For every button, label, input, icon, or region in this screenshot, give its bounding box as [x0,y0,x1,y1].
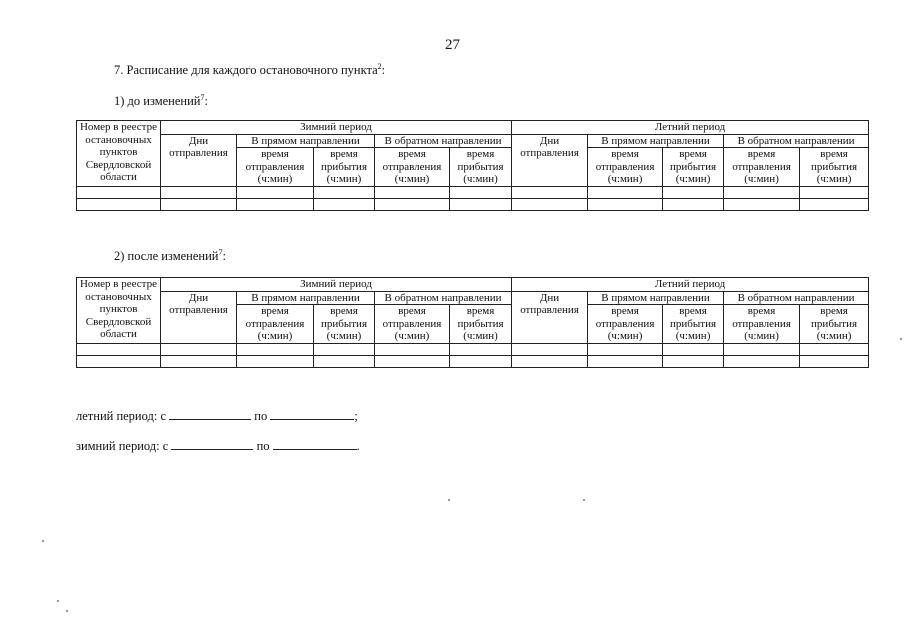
arrival-time-header: время прибытия (ч:мин) [663,148,724,187]
summer-end-blank [270,408,354,420]
table-row [77,355,869,367]
arrival-time-header: время прибытия (ч:мин) [314,305,375,344]
winter-reverse-header: В обратном направлении [375,291,512,305]
winter-period-line: зимний период: с по . [76,439,360,453]
winter-reverse-header: В обратном направлении [375,134,512,148]
schedule-table-before [76,120,869,211]
registry-header: Номер в реестре остановочных пунктов Свердловской области [77,278,161,344]
winter-period-header: Зимний период [161,121,512,135]
scan-speck [448,499,450,501]
footnote-ref: 2 [377,61,382,71]
page-number: 27 [445,37,460,53]
scan-speck [900,338,902,340]
winter-days-header: Дни отправления [161,134,237,186]
registry-header: Номер в реестре остановочных пунктов Свердловской области [77,121,161,187]
summer-start-blank [169,408,251,420]
winter-end-blank [273,438,357,450]
arrival-time-header: время прибытия (ч:мин) [450,148,512,187]
before-changes-label: 1) до изменений$^7$: [114,92,208,108]
departure-time-header: время отправления (ч:мин) [375,305,450,344]
arrival-time-header: время прибытия (ч:мин) [450,305,512,344]
winter-forward-header: В прямом направлении [237,134,375,148]
departure-time-header: время отправления (ч:мин) [237,305,314,344]
schedule-table-after [76,277,869,368]
section-title: 7. Расписание для каждого остановочного пункта$^2$: [114,61,386,77]
scan-speck [66,610,68,612]
table-row [77,198,869,210]
scan-speck [57,600,59,602]
footnote-ref: 7 [218,247,223,257]
departure-time-header: время отправления (ч:мин) [237,148,314,187]
arrival-time-header: время прибытия (ч:мин) [314,148,375,187]
scan-speck [583,499,585,501]
winter-start-blank [171,438,253,450]
table-row [77,186,869,198]
arrival-time-header: время прибытия (ч:мин) [663,305,724,344]
departure-time-header: время отправления (ч:мин) [588,305,663,344]
summer-days-header: Дни отправления [512,291,588,343]
summer-forward-header: В прямом направлении [588,134,724,148]
summer-reverse-header: В обратном направлении [724,134,869,148]
arrival-time-header: время прибытия (ч:мин) [800,148,869,187]
winter-period-header: Зимний период [161,278,512,292]
departure-time-header: время отправления (ч:мин) [724,148,800,187]
summer-period-header: Летний период [512,121,869,135]
winter-days-header: Дни отправления [161,291,237,343]
departure-time-header: время отправления (ч:мин) [588,148,663,187]
departure-time-header: время отправления (ч:мин) [375,148,450,187]
after-changes-label: 2) после изменений$^7$: [114,247,226,263]
footnote-ref: 7 [200,92,205,102]
summer-period-header: Летний период [512,278,869,292]
arrival-time-header: время прибытия (ч:мин) [800,305,869,344]
winter-forward-header: В прямом направлении [237,291,375,305]
scan-speck [42,540,44,542]
summer-reverse-header: В обратном направлении [724,291,869,305]
summer-forward-header: В прямом направлении [588,291,724,305]
table-row [77,343,869,355]
departure-time-header: время отправления (ч:мин) [724,305,800,344]
summer-days-header: Дни отправления [512,134,588,186]
summer-period-line: летний период: с по ; [76,409,358,423]
